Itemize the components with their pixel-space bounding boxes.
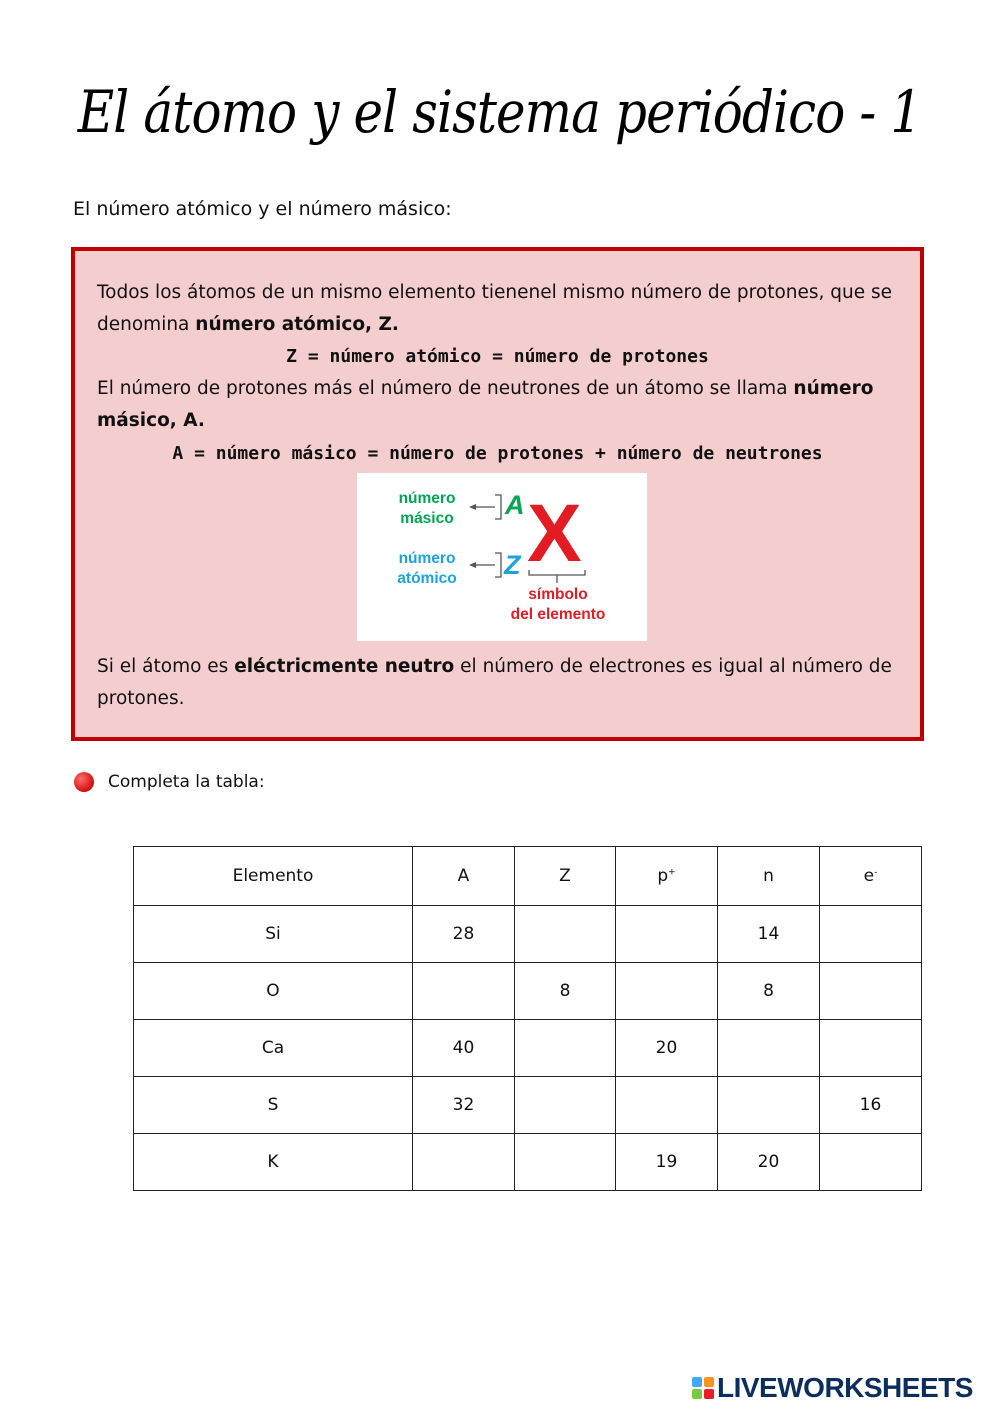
value-cell[interactable]: [616, 1077, 718, 1134]
atomic-number-term: número atómico, Z.: [195, 314, 399, 335]
task-text: Completa la tabla:: [108, 772, 265, 792]
formula-a: A = número másico = número de protones + número de neutrones: [172, 443, 823, 464]
value-cell: 14: [718, 906, 820, 963]
element-cell: K: [134, 1134, 413, 1191]
info-line-3: [97, 373, 873, 405]
formula-z: Z = número atómico = número de protones: [286, 346, 709, 367]
value-cell[interactable]: [616, 906, 718, 963]
liveworksheets-logo-icon: [692, 1377, 714, 1399]
header-label: e: [863, 866, 875, 886]
header-cell: [616, 847, 718, 906]
atomic-bracket: [495, 553, 501, 577]
info-box: [71, 247, 924, 741]
symbol-label: [493, 585, 623, 625]
table-header-row: [134, 847, 922, 906]
mass-bracket: [495, 495, 501, 519]
info-line-4: [97, 405, 205, 437]
value-cell[interactable]: [820, 1020, 922, 1077]
letter-a: A: [505, 490, 525, 520]
header-cell: [820, 847, 922, 906]
header-label: p: [657, 866, 669, 886]
table-row: [134, 906, 922, 963]
mass-arrowhead: [469, 504, 476, 510]
atomic-label-line-1: número: [398, 550, 456, 567]
value-cell: 28: [413, 906, 515, 963]
liveworksheets-brand: [692, 1372, 973, 1404]
value-cell[interactable]: [820, 963, 922, 1020]
page-title: El átomo y el sistema periódico - 1: [77, 78, 922, 146]
info-line-5-pre: Si el átomo es: [97, 656, 235, 677]
header-cell: [515, 847, 616, 906]
atomic-arrowhead: [469, 562, 476, 568]
letter-z: Z: [504, 550, 521, 580]
value-cell[interactable]: [616, 963, 718, 1020]
element-cell: Si: [134, 906, 413, 963]
value-cell: 32: [413, 1077, 515, 1134]
letter-x: X: [527, 488, 582, 579]
mass-label-line-2: másico: [400, 510, 454, 527]
info-line-2: [97, 309, 399, 341]
value-cell[interactable]: [413, 963, 515, 1020]
red-circle-icon: [74, 772, 94, 792]
info-line-1: Todos los átomos de un mismo elemento tienenel mismo número de protones, que se: [97, 282, 893, 303]
header-label: n: [763, 866, 774, 886]
value-cell: 40: [413, 1020, 515, 1077]
value-cell: 16: [820, 1077, 922, 1134]
task-row: [74, 772, 265, 792]
table-row: [134, 963, 922, 1020]
header-label: A: [457, 866, 470, 886]
section-subtitle: El número atómico y el número másico:: [73, 198, 452, 220]
info-line-5: [97, 651, 892, 683]
value-cell[interactable]: [820, 906, 922, 963]
value-cell: 8: [718, 963, 820, 1020]
table-row: [134, 1020, 922, 1077]
info-line-2-text: denomina: [97, 314, 196, 335]
element-cell: Ca: [134, 1020, 413, 1077]
nuclide-notation-diagram: [357, 473, 647, 641]
info-line-6: protones.: [97, 688, 185, 709]
table-row: [134, 1134, 922, 1191]
element-cell: O: [134, 963, 413, 1020]
value-cell[interactable]: [515, 1020, 616, 1077]
value-cell: 20: [718, 1134, 820, 1191]
header-cell: [718, 847, 820, 906]
header-cell: [134, 847, 413, 906]
header-cell: [413, 847, 515, 906]
value-cell[interactable]: [718, 1077, 820, 1134]
value-cell[interactable]: [820, 1134, 922, 1191]
info-line-5-post: el número de electrones es igual al número de: [454, 656, 892, 677]
header-superscript: +: [668, 867, 676, 878]
value-cell[interactable]: [515, 906, 616, 963]
header-label: Elemento: [232, 866, 314, 886]
brand-name: LIVEWORKSHEETS: [717, 1372, 973, 1403]
value-cell: 19: [616, 1134, 718, 1191]
mass-number-term: número: [793, 378, 874, 399]
info-line-3-text: El número de protones más el número de neutrones de un átomo se llama: [97, 378, 794, 399]
element-cell: S: [134, 1077, 413, 1134]
table-row: [134, 1077, 922, 1134]
value-cell: 20: [616, 1020, 718, 1077]
symbol-label-line-1: símbolo: [528, 586, 588, 603]
symbol-label-line-2: del elemento: [510, 606, 606, 623]
header-superscript: -: [874, 867, 878, 878]
header-label: Z: [559, 866, 571, 886]
value-cell[interactable]: [413, 1134, 515, 1191]
value-cell[interactable]: [515, 1077, 616, 1134]
mass-label-line-1: número: [398, 490, 456, 507]
elements-table: [133, 846, 922, 1191]
atomic-label-line-2: atómico: [397, 570, 457, 587]
value-cell[interactable]: [515, 1134, 616, 1191]
mass-number-term-cont: másico, A.: [97, 410, 205, 431]
neutral-term: eléctricmente neutro: [234, 656, 455, 677]
value-cell: 8: [515, 963, 616, 1020]
value-cell[interactable]: [718, 1020, 820, 1077]
